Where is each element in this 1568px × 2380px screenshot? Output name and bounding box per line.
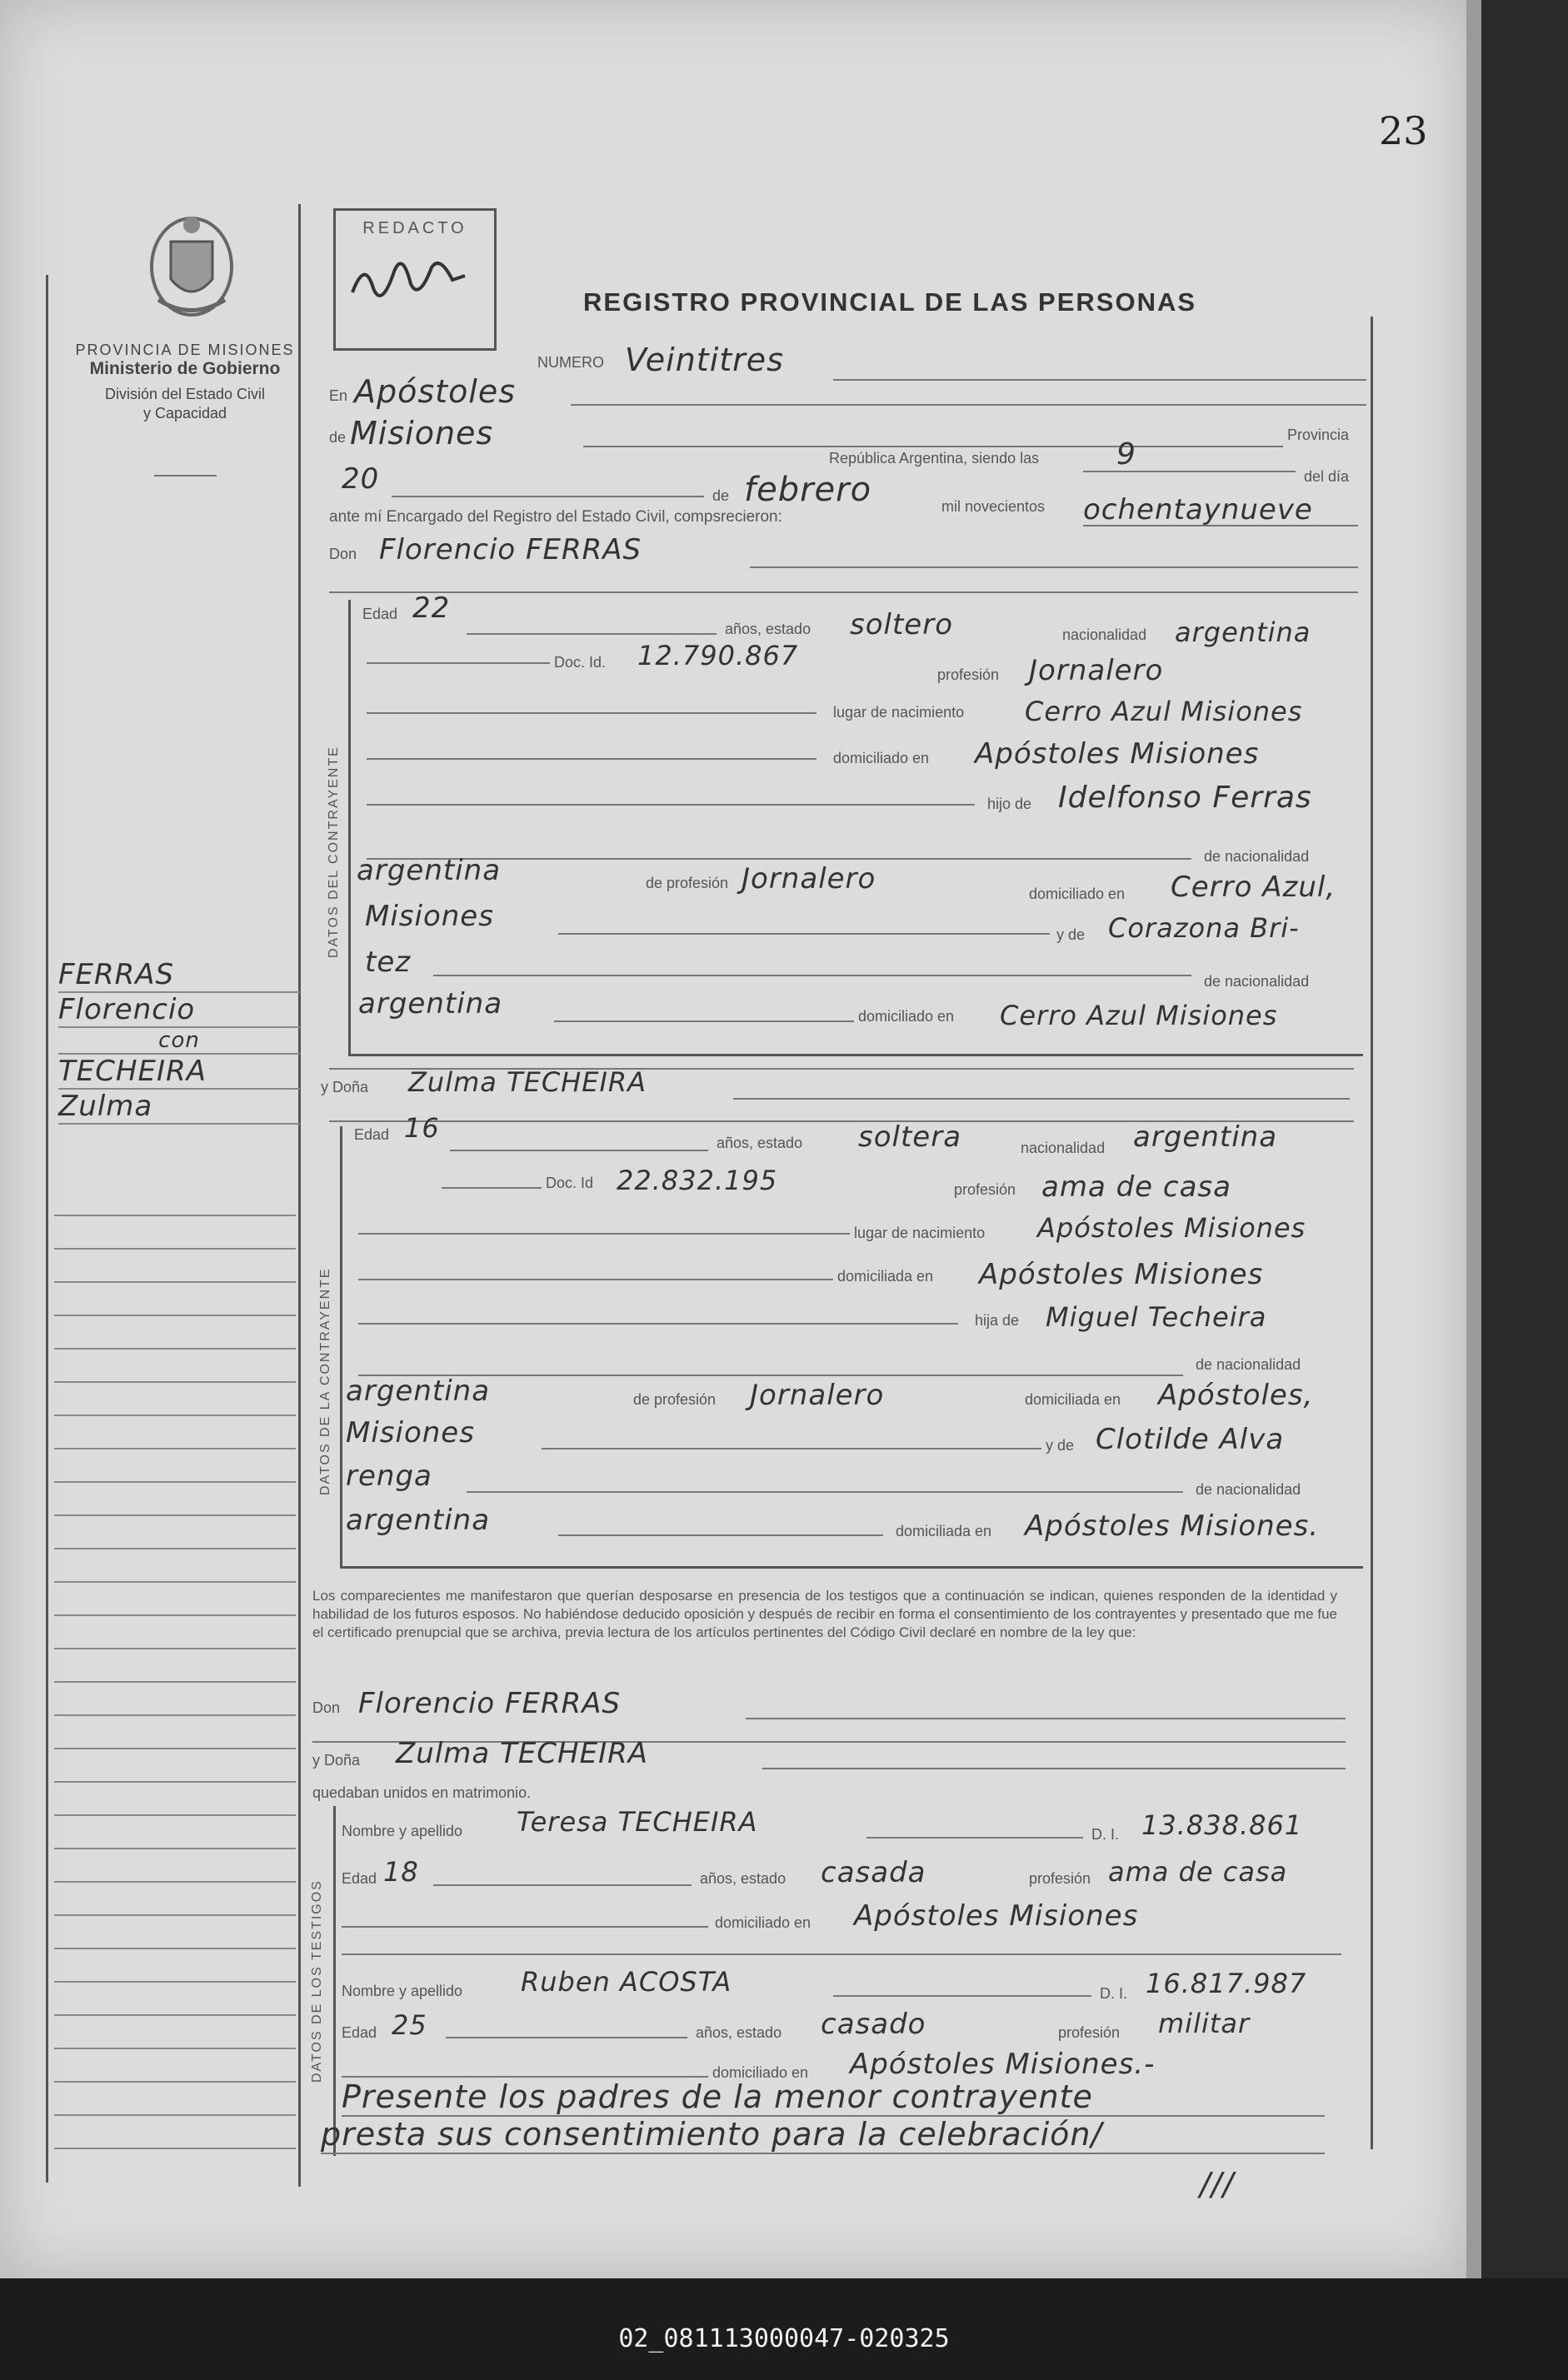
profesion-value-2: ama de casa [1041, 1170, 1231, 1204]
divider [154, 475, 217, 476]
margin-rule [298, 204, 301, 2187]
madre-dom-value: Cerro Azul Misiones [1000, 1000, 1278, 1031]
madre-nac-value-2: argentina [346, 1504, 491, 1537]
padre-prof-value-2: Jornalero [750, 1379, 885, 1412]
dona-value: Zulma TECHEIRA [408, 1066, 647, 1098]
mil-label: mil novecientos [941, 498, 1046, 515]
nota-line-2: presta sus consentimiento para la celebración/ [321, 2116, 1325, 2154]
padre-value: Idelfonso Ferras [1058, 781, 1312, 815]
profesion-label: profesión [1029, 1870, 1091, 1887]
del-dia-label: del día [1304, 468, 1350, 485]
contrayente-2-section-label: DATOS DE LA CONTRAYENTE [318, 1267, 332, 1495]
madre-value-2: Clotilde Alva [1096, 1423, 1285, 1456]
lugar-value: Cerro Azul Misiones [1025, 696, 1303, 727]
padre-dom-value-2: Apóstoles, [1158, 1379, 1314, 1412]
t2-nombre-value: Ruben ACOSTA [521, 1966, 732, 1998]
domiciliado-en-label: domiciliado en [715, 1914, 811, 1931]
mes-value: febrero [744, 471, 872, 509]
de-nacionalidad-label: de nacionalidad [1196, 1481, 1301, 1498]
redacto-label: REDACTO [362, 219, 467, 237]
fill-line [358, 1279, 833, 1280]
doc-label: Doc. Id [546, 1175, 594, 1191]
fill-line [833, 379, 1366, 381]
margin-blank-lines [54, 1183, 296, 2166]
profesion-label: profesión [954, 1181, 1016, 1198]
fill-line [733, 1098, 1350, 1100]
fill-line [833, 1995, 1091, 1997]
edad-label: Edad [342, 1870, 377, 1887]
anos-estado-label: años, estado [717, 1135, 803, 1151]
madre-nac-value: argentina [358, 987, 503, 1020]
fill-line [467, 633, 717, 635]
fill-line [571, 404, 1366, 406]
domiciliada-label: domiciliada en [837, 1268, 934, 1285]
province-label: PROVINCIA DE MISIONES [75, 342, 295, 358]
madre-dom-value-2: Apóstoles Misiones. [1025, 1509, 1320, 1543]
declaration-paragraph: Los comparecientes me manifestaron que querían desposarse en presencia de los testigos que a continuación se indican, quienes responden de la identidad y habilidad de los futuros esposos. No habiéndose deducido oposición y después de recibir en forma el consentimiento de los contrayentes y presentado que me fue el certificado prenupcial que se archiva, previa lectura de los artículos pertinentes del Código Civil declaré en nombre de la ley que: [312, 1588, 1337, 1640]
padre-nac-value-2: argentina [346, 1375, 491, 1408]
dia-value: 20 [342, 462, 380, 496]
fill-line [329, 591, 1358, 593]
anos-estado-label: años, estado [725, 621, 811, 637]
dona-label: y Doña [321, 1079, 369, 1095]
t1-nombre-value: Teresa TECHEIRA [517, 1806, 758, 1838]
margin-note-line: Florencio [58, 993, 300, 1028]
nacionalidad-value: argentina [1175, 616, 1311, 648]
madre-value: Corazona Bri- [1108, 912, 1300, 944]
domiciliado-en-label: domiciliado en [858, 1008, 955, 1025]
t1-dom-value: Apóstoles Misiones [854, 1899, 1139, 1933]
ante-text: ante mí Encargado del Registro del Estado Civil, compsrecieron: [329, 508, 782, 526]
fill-line [358, 1323, 958, 1325]
provincia-label: Provincia [1287, 427, 1350, 443]
domicilio-label: domiciliado en [833, 750, 930, 766]
nombre-label: Nombre y apellido [342, 1983, 463, 1999]
estado-value-2: soltera [858, 1120, 962, 1154]
margin-note-line: FERRAS [58, 958, 300, 993]
y-de-label: y de [1056, 926, 1086, 943]
t2-dom-value: Apóstoles Misiones.- [850, 2048, 1156, 2081]
padre-nac-value: argentina [357, 854, 502, 887]
fill-line [866, 1837, 1083, 1839]
de-profesion-label: de profesión [633, 1391, 717, 1408]
edad-value-2: 16 [404, 1112, 440, 1144]
margin-note [58, 958, 300, 1125]
fill-line [367, 662, 550, 664]
fill-line [558, 1534, 883, 1536]
fill-line [433, 975, 1191, 976]
t2-edad-value: 25 [392, 2009, 427, 2041]
fill-line [1083, 471, 1296, 472]
coat-of-arms-icon [137, 208, 246, 325]
right-rule [1371, 317, 1373, 2149]
fill-line [392, 496, 704, 497]
dona-label: y Doña [312, 1752, 361, 1769]
en-label: En [329, 387, 348, 404]
margin-note-line: TECHEIRA [58, 1055, 300, 1090]
fill-line [367, 712, 816, 714]
t2-doc-value: 16.817.987 [1146, 1968, 1307, 1999]
dia-de-label: de [712, 487, 730, 504]
t1-edad-value: 18 [383, 1856, 419, 1888]
de-nacionalidad-label: de nacionalidad [1204, 973, 1310, 990]
edad-label: Edad [362, 606, 398, 622]
padre-value-2: Miguel Techeira [1046, 1301, 1267, 1333]
profesion-value: Jornalero [1029, 654, 1164, 687]
footer-id: 02_081113000047-020325 [618, 2324, 950, 2353]
page-edge [1466, 0, 1568, 2278]
lugar-label: lugar de nacimiento [854, 1225, 986, 1241]
ministry-label: Ministerio de Gobierno [89, 359, 281, 378]
di-label: D. I. [1100, 1985, 1128, 2002]
nota-line-1: Presente los padres de la menor contrayente [342, 2078, 1325, 2117]
de-nacionalidad-label: de nacionalidad [1204, 848, 1310, 865]
fill-line [342, 2076, 708, 2078]
fill-line [433, 1884, 692, 1886]
de-label: de [329, 429, 347, 446]
left-header [60, 342, 310, 422]
don-label: Don [329, 546, 357, 562]
testigos-section-label: DATOS DE LOS TESTIGOS [310, 1879, 324, 2083]
fill-line [583, 446, 1283, 447]
domiciliado-en-label: domiciliado en [1029, 886, 1126, 902]
dona-value-2: Zulma TECHEIRA [396, 1737, 648, 1770]
redacto-box [333, 208, 497, 351]
fill-line [746, 1718, 1346, 1719]
hija-label: hija de [975, 1312, 1020, 1329]
republica-label: República Argentina, siendo las [829, 450, 1040, 467]
di-label: D. I. [1091, 1826, 1120, 1843]
fill-line [342, 1926, 708, 1928]
don-value: Florencio FERRAS [379, 533, 642, 566]
fill-line [467, 1491, 1183, 1493]
padre-dom-value-2: Misiones [365, 900, 494, 933]
de-profesion-label: de profesión [646, 875, 729, 891]
domicilio-value: Apóstoles Misiones [975, 737, 1260, 771]
nacionalidad-label: nacionalidad [1062, 626, 1147, 643]
fill-line [342, 1953, 1341, 1955]
nacionalidad-label: nacionalidad [1021, 1140, 1106, 1156]
page-title: REGISTRO PROVINCIAL DE LAS PERSONAS [583, 287, 1197, 317]
t2-prof-value: militar [1158, 2008, 1251, 2039]
nota-end: /// [1200, 2166, 1235, 2203]
estado-value: soltero [850, 608, 953, 641]
hijo-label: hijo de [987, 796, 1032, 812]
margin-note-line: Zulma [58, 1090, 300, 1125]
nombre-label: Nombre y apellido [342, 1823, 463, 1839]
margin-rule [46, 275, 48, 2183]
don-value-2: Florencio FERRAS [358, 1687, 622, 1720]
t2-estado-value: casado [821, 2008, 926, 2041]
fill-line [367, 758, 816, 760]
numero-label: NUMERO [537, 354, 604, 371]
lugar-value-2: Apóstoles Misiones [1037, 1212, 1306, 1244]
de-nacionalidad-label: de nacionalidad [1196, 1356, 1301, 1373]
domiciliada-label: domiciliada en [1025, 1391, 1121, 1408]
margin-note-line: con [58, 1028, 300, 1055]
fill-line [750, 566, 1358, 568]
edad-label: Edad [342, 2024, 377, 2041]
edad-value: 22 [412, 591, 451, 625]
domiciliada-label: domiciliada en [896, 1523, 992, 1539]
madre-value-2: tez [365, 946, 412, 979]
fill-line [762, 1768, 1346, 1769]
profesion-label: profesión [1058, 2024, 1121, 2041]
padre-prof-value: Jornalero [742, 862, 876, 896]
hora-value: 9 [1116, 437, 1136, 472]
division-label: División del Estado Civil [104, 386, 266, 402]
quedaban-text: quedaban unidos en matrimonio. [312, 1784, 532, 1801]
t1-estado-value: casada [821, 1856, 926, 1889]
fill-line [442, 1187, 542, 1189]
domicilio-value-2: Apóstoles Misiones [979, 1258, 1264, 1291]
fill-line [542, 1448, 1041, 1449]
nacionalidad-value-2: argentina [1133, 1120, 1278, 1154]
contrayente-section-label: DATOS DEL CONTRAYENTE [327, 746, 341, 958]
edad-label: Edad [354, 1126, 390, 1143]
profesion-label: profesión [937, 666, 1000, 683]
division-label-2: y Capacidad [142, 405, 227, 422]
doc-value: 12.790.867 [637, 640, 799, 671]
anio-value: ochentaynueve [1083, 493, 1313, 526]
de-value: Misiones [350, 415, 494, 452]
padre-dom-value-3: Misiones [346, 1416, 475, 1449]
signature-icon [348, 242, 473, 317]
don-label: Don [312, 1699, 341, 1716]
lugar-label: lugar de nacimiento [833, 704, 965, 721]
doc-value-2: 22.832.195 [617, 1165, 778, 1196]
t1-doc-value: 13.838.861 [1141, 1809, 1303, 1841]
fill-line [558, 933, 1050, 935]
t1-prof-value: ama de casa [1108, 1856, 1288, 1888]
fill-line [554, 1020, 854, 1022]
y-de-label: y de [1046, 1437, 1075, 1454]
numero-value: Veintitres [625, 342, 784, 378]
domiciliado-en-label: domiciliado en [712, 2064, 809, 2081]
fill-line [446, 2037, 687, 2038]
page-number: 23 [1379, 108, 1428, 153]
fill-line [1083, 525, 1358, 526]
madre-value-3: renga [346, 1459, 432, 1493]
padre-dom-value: Cerro Azul, [1171, 871, 1336, 904]
anos-estado-label: años, estado [696, 2024, 782, 2041]
anos-estado-label: años, estado [700, 1870, 786, 1887]
fill-line [450, 1150, 708, 1151]
doc-label: Doc. Id. [554, 654, 607, 671]
fill-line [358, 1233, 850, 1235]
fill-line [367, 804, 975, 806]
en-value: Apóstoles [354, 373, 517, 410]
